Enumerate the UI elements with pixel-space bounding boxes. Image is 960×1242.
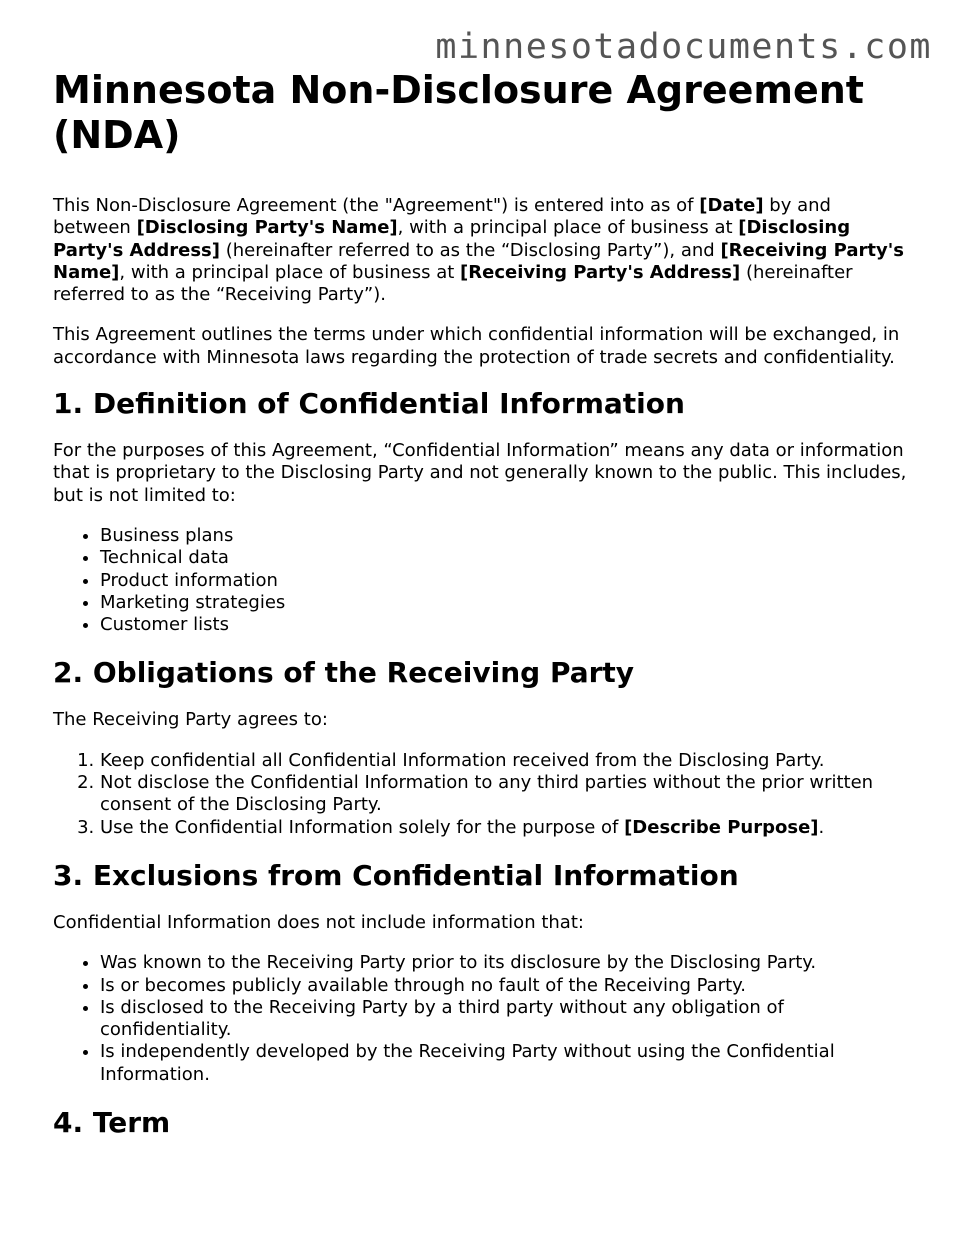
purpose-placeholder: [Describe Purpose] xyxy=(624,816,819,838)
list-item: 2. Not disclose the Confidential Information to any third parties without the prior written consent of the Disclosing Party. xyxy=(100,772,913,817)
document-title: Minnesota Non-Disclosure Agreement (NDA) xyxy=(53,68,864,157)
list-item xyxy=(100,817,913,839)
date-placeholder: [Date] xyxy=(699,195,764,216)
disclosing-address-placeholder: [Disclosing Party's Address] xyxy=(53,217,851,261)
section-heading-definition: 1. Definition of Confidential Information xyxy=(53,387,685,421)
list-item: • Was known to the Receiving Party prior to its disclosure by the Disclosing Party. xyxy=(100,952,913,974)
receiving-address-placeholder: [Receiving Party's Address] xyxy=(460,261,741,283)
confidential-info-list xyxy=(53,525,913,636)
section-body-exclusions: Confidential Information does not include information that: xyxy=(53,911,584,933)
list-item: • Business plans xyxy=(100,525,913,547)
obligations-list xyxy=(53,750,913,839)
document-body xyxy=(53,68,913,1159)
intro-paragraph xyxy=(53,195,913,306)
site-watermark: minnesotadocuments.com xyxy=(435,27,932,67)
section-heading-obligations: 2. Obligations of the Receiving Party xyxy=(53,656,635,690)
list-item: • Product information xyxy=(100,570,913,592)
list-item: • Is disclosed to the Receiving Party by a third party without any obligation of confidentiality. xyxy=(100,997,913,1042)
list-item: • Marketing strategies xyxy=(100,592,913,614)
list-item: 1. Keep confidential all Confidential Information received from the Disclosing Party. xyxy=(100,750,913,772)
disclosing-name-placeholder: [Disclosing Party's Name] xyxy=(136,217,398,239)
item-text: Use the Confidential Information solely for the purpose of xyxy=(100,816,625,838)
section-heading-term: 4. Term xyxy=(53,1106,171,1140)
section-body-definition: For the purposes of this Agreement, “Confidential Information” means any data or information that is proprietary to the Disclosing Party and not generally known to the public. This includes, but is not limited to: xyxy=(53,440,907,506)
intro-text: by and between xyxy=(53,195,831,239)
outline-paragraph: This Agreement outlines the terms under which confidential information will be exchanged, in accordance with Minnesota laws regarding the protection of trade secrets and confidentiality. xyxy=(53,324,900,368)
section-body-obligations: The Receiving Party agrees to: xyxy=(53,709,328,731)
intro-text: , with a principal place of business at xyxy=(119,261,461,283)
list-item: • Is independently developed by the Receiving Party without using the Confidential Information. xyxy=(100,1041,913,1086)
list-item: • Is or becomes publicly available through no fault of the Receiving Party. xyxy=(100,975,913,997)
receiving-name-placeholder: [Receiving Party's Name] xyxy=(53,239,904,283)
section-heading-exclusions: 3. Exclusions from Confidential Information xyxy=(53,858,739,892)
intro-text: (hereinafter referred to as the “Receiving Party”). xyxy=(53,261,853,306)
item-text: . xyxy=(818,816,825,838)
exclusions-list xyxy=(53,952,913,1086)
list-item: • Customer lists xyxy=(100,614,913,636)
intro-text: This Non-Disclosure Agreement (the "Agreement") is entered into as of xyxy=(53,195,700,216)
intro-text: (hereinafter referred to as the “Disclosing Party”), and xyxy=(220,239,721,261)
list-item: • Technical data xyxy=(100,547,913,569)
intro-text: , with a principal place of business at xyxy=(397,217,739,239)
